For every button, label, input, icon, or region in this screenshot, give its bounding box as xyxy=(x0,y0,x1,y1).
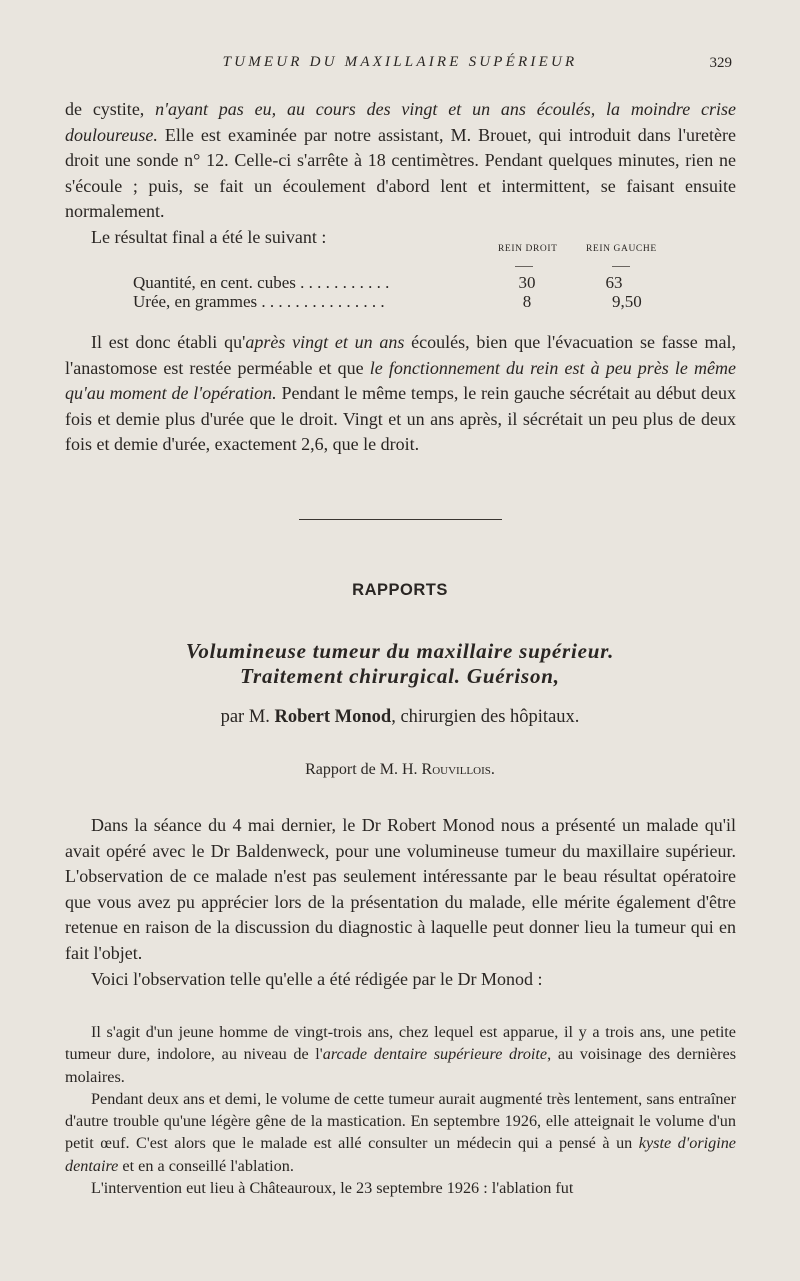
table-cell: 8 xyxy=(522,292,532,311)
table-dash xyxy=(515,266,533,267)
table-dash xyxy=(612,266,630,267)
observation-text xyxy=(65,1021,736,1199)
report-byline xyxy=(0,707,800,728)
byline-prefix: par M. xyxy=(220,707,275,727)
rapporteur-line xyxy=(0,761,800,779)
report-title-line2: Traitement chirurgical. Guérison, xyxy=(240,664,560,688)
rapporteur-suffix: . xyxy=(490,761,495,778)
section-heading: RAPPORTS xyxy=(352,581,448,599)
result-intro: Le résultat final a été le suivant : xyxy=(91,226,327,247)
para1-text-a: de cystite, xyxy=(65,99,156,119)
report-body xyxy=(65,813,736,992)
para3-e: Pendant le même temps, le rein gauche sécrétait au début deux fois et demie plus d'urée que le droit. Vingt et un ans après, il sécrétait un peu plus de deux fois et demie d'urée, exactement 2,6, que le droit. xyxy=(65,383,736,455)
rapporteur-name: Rouvillois xyxy=(421,761,491,778)
para1-text-b: Elle est examinée par notre assistant, M. Brouet, qui introduit dans l'uretère droit une sonde n° 12. Celle-ci s'arrête à 18 centimètres. Pendant quelques minutes, rien ne s'écoule ; puis, se fait un écoulement d'abord lent et intermittent, se faisant ensuite normalement. xyxy=(65,124,736,222)
table-col-header-right-kidney: REIN DROIT xyxy=(498,244,558,254)
report-paragraph: Voici l'observation telle qu'elle a été rédigée par le Dr Monod : xyxy=(91,968,543,989)
author-name: Robert Monod xyxy=(274,707,392,727)
table-cell: 30 xyxy=(518,273,536,292)
table-cell: 9,50 xyxy=(612,292,642,311)
byline-suffix: , chirurgien des hôpitaux. xyxy=(391,707,580,727)
obs-italic: kyste d'origine dentaire xyxy=(65,1134,736,1175)
section-divider xyxy=(299,519,502,520)
report-paragraph: Dans la séance du 4 mai dernier, le Dr Robert Monod nous a présenté un malade qu'il avait opéré avec le Dr Baldenweck, pour une volumineuse tumeur du maxillaire supérieur. L'observation de ce malade n'est pas seulement intéressante par le beau résultat opératoire que vous avez pu apprécier lors de la présentation du malade, elle mérite également d'être retenue en raison de la discussion du diagnostic à laquelle peut donner lieu la tumeur qui en fait l'objet. xyxy=(65,815,736,963)
para3-c: écoulés, bien que l'évacuation se fasse mal, l'anastomose est restée perméable et que xyxy=(65,332,736,378)
paragraph-conclusion xyxy=(65,330,736,458)
report-title-line1: Volumineuse tumeur du maxillaire supérieur. xyxy=(185,639,615,663)
para3-a: Il est donc établi qu' xyxy=(91,332,246,352)
table-row-label: Quantité, en cent. cubes . . . . . . . . . . . xyxy=(133,273,390,292)
obs-text: Il s'agit d'un jeune homme de vingt-trois ans, chez lequel est apparue, il y a trois ans, une petite tumeur dure, indolore, au niveau de l' xyxy=(65,1023,736,1064)
obs-text: , au voisinage des dernières molaires. xyxy=(65,1045,737,1086)
table-row-label: Urée, en grammes . . . . . . . . . . . . . . . xyxy=(133,292,385,311)
para1-italic: n'ayant pas eu, au cours des vingt et un ans écoulés, la moindre crise douloureuse. xyxy=(65,99,736,145)
obs-text: et en a conseillé l'ablation. xyxy=(118,1156,294,1175)
rapporteur-prefix: Rapport de M. H. xyxy=(305,761,422,778)
running-header: TUMEUR DU MAXILLAIRE SUPÉRIEUR xyxy=(222,54,578,70)
paragraph-continuation xyxy=(65,97,736,251)
page-number: 329 xyxy=(709,55,732,71)
obs-text: L'intervention eut lieu à Châteauroux, le 23 septembre 1926 : l'ablation fut xyxy=(91,1179,574,1198)
table-col-header-left-kidney: REIN GAUCHE xyxy=(586,244,657,254)
para3-b: après vingt et un ans xyxy=(245,332,405,352)
obs-italic: arcade dentaire supérieure droite xyxy=(322,1045,548,1064)
para3-d: le fonctionnement du rein est à peu près le même qu'au moment de l'opération. xyxy=(65,357,736,404)
table-cell: 63 xyxy=(605,273,623,292)
obs-text: Pendant deux ans et demi, le volume de cette tumeur aurait augmenté très lentement, sans entraîner d'autre trouble qu'une légère gêne de la mastication. En septembre 1926, elle atteignait le volume d'un petit œuf. C'est alors que le malade est allé consulter un médecin qui a pensé à un xyxy=(65,1089,736,1153)
